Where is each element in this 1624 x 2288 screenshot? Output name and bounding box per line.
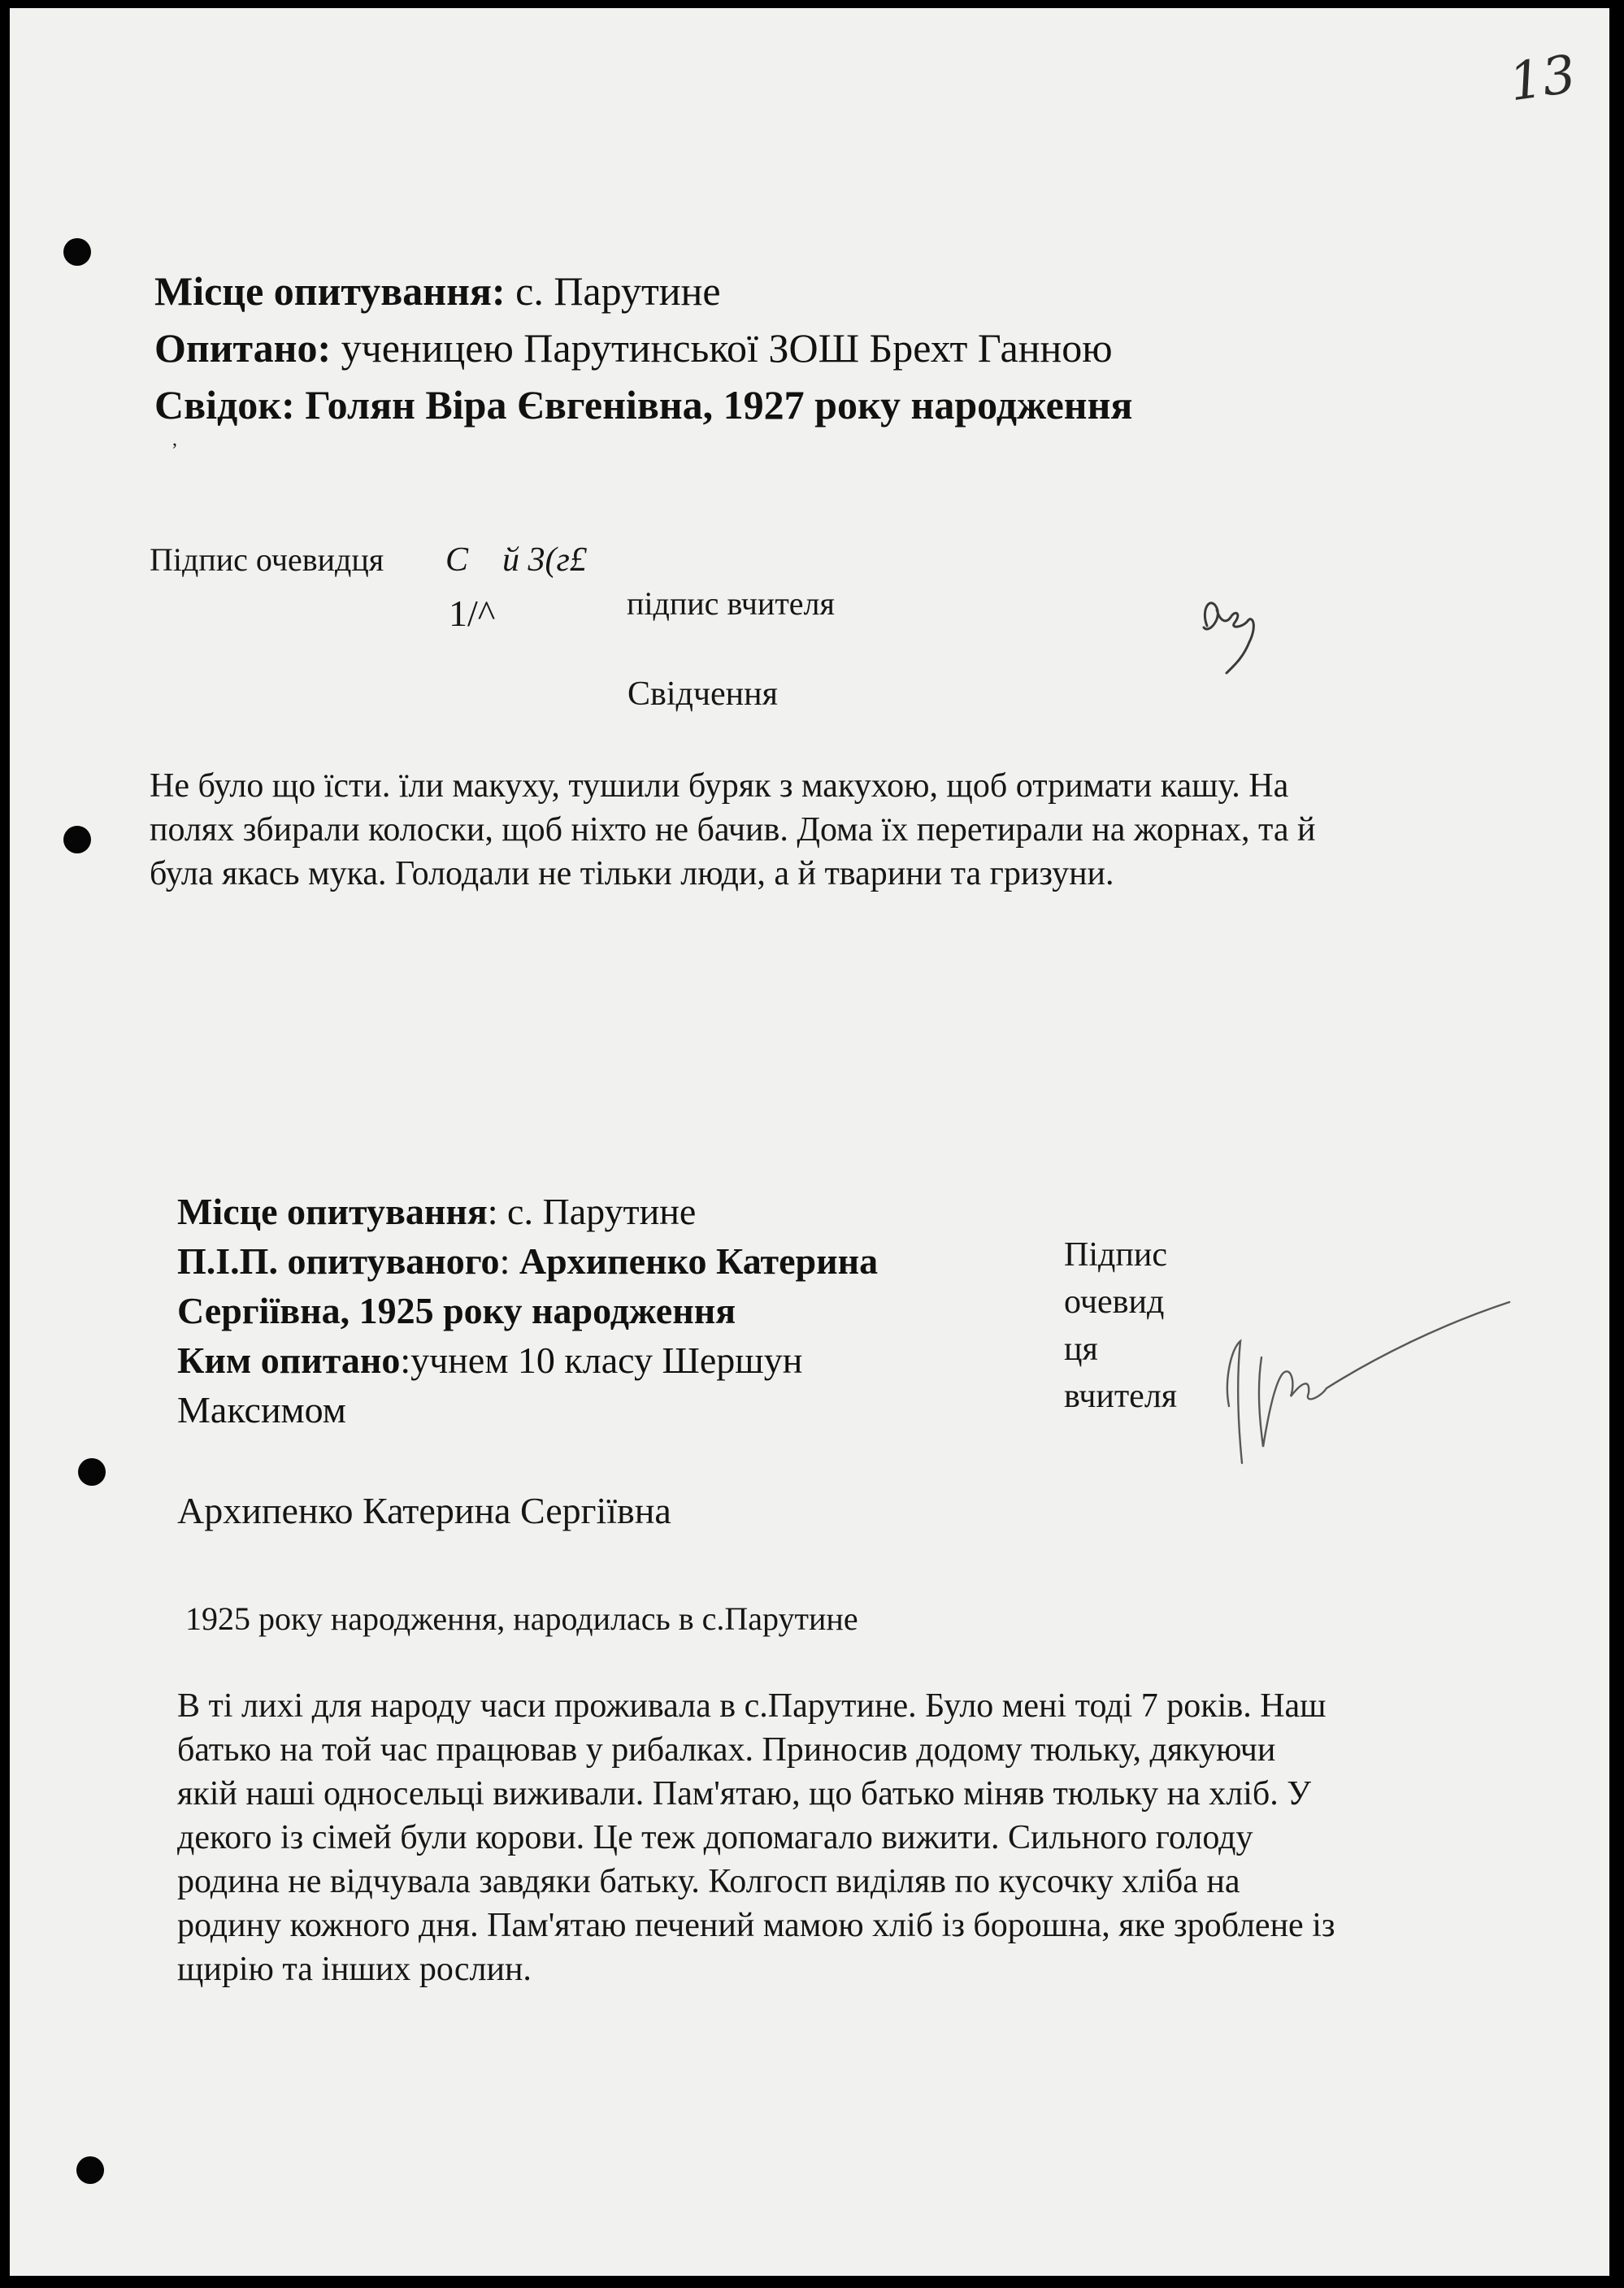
record1-place-value: с. Парутине: [505, 268, 721, 314]
record2-interviewer-value: :учнем 10 класу Шершун: [400, 1339, 803, 1381]
record2-testimony: [177, 1684, 1335, 1991]
witness-signature-ocr: С й 3(г£: [445, 541, 587, 579]
record1-testimony-line: полях збирали колоски, щоб ніхто не бачив. Дома їх перетирали на жорнах, та й: [150, 811, 1316, 849]
record1-testimony: [150, 764, 1316, 896]
record2-testimony-line: якій наші односельці виживали. Пам'ятаю, що батько міняв тюльку на хліб. У: [177, 1775, 1311, 1813]
record2-place-value: : с. Парутине: [487, 1191, 697, 1232]
stray-mark: ,: [172, 429, 177, 450]
binder-hole-2: [63, 826, 91, 853]
record2-interviewer-cont: [177, 1386, 346, 1435]
record2-place: [177, 1187, 696, 1236]
record2-name: [177, 1237, 878, 1286]
birth-info: 1925 року народження, народилась в с.Парутине: [185, 1600, 858, 1637]
record2-name-label: П.І.П. опитуваного: [177, 1240, 500, 1282]
witness-signature-label: Підпис очевидця: [150, 541, 384, 578]
document-page: [10, 8, 1609, 2276]
teacher-signature-1: [1184, 577, 1274, 683]
record2-testimony-line: батько на той час працював у рибалках. Приносив додому тюльку, дякуючи: [177, 1731, 1276, 1769]
record2-place-label: Місце опитування: [177, 1191, 488, 1232]
teacher-signature-label: підпис вчителя: [627, 585, 835, 622]
record1-witness-line: Свідок: Голян Віра Євгенівна, 1927 року народження: [154, 382, 1133, 428]
signature-label-word: очевид: [1064, 1283, 1165, 1321]
record1-testimony-line: Не було що їсти. їли макуху, тушили буряк з макухою, щоб отримати кашу. На: [150, 767, 1289, 805]
page-number: 13: [1505, 44, 1580, 114]
record2-signature-labels: [1064, 1231, 1177, 1420]
binder-hole-1: [63, 238, 91, 266]
record1-interviewed-by-value: ученицею Парутинської ЗОШ Брехт Ганною: [331, 325, 1113, 371]
record1-interviewed-by: [154, 319, 1113, 376]
record2-interviewer-value-2: Максимом: [177, 1389, 346, 1431]
ocr-fragment: 1/^: [449, 593, 496, 634]
signature-label-word: вчителя: [1064, 1378, 1178, 1415]
signature-label-word: ця: [1064, 1331, 1098, 1368]
record1-place: [154, 263, 721, 319]
binder-hole-4: [76, 2156, 104, 2184]
record2-testimony-line: В ті лихі для народу часи проживала в с.Парутине. Було мені тоді 7 років. Наш: [177, 1687, 1327, 1725]
subject-name: Архипенко Катерина Сергіївна: [177, 1490, 671, 1531]
record2-interviewer: [177, 1336, 802, 1385]
testimony-heading: Свідчення: [627, 675, 778, 713]
record2-interviewer-label: Ким опитано: [177, 1339, 401, 1381]
record1-testimony-line: була якась мука. Голодали не тільки люди, а й тварини та гризуни.: [150, 855, 1114, 892]
teacher-signature-2: [1213, 1284, 1522, 1479]
record2-testimony-line: щирію та інших рослин.: [177, 1951, 532, 1988]
record2-testimony-line: декого із сімей були корови. Це теж допомагало вижити. Сильного голоду: [177, 1819, 1253, 1856]
record1-witness: [154, 376, 1132, 433]
record2-testimony-line: родину кожного дня. Пам'ятаю печений мамою хліб із борошна, яке зроблене із: [177, 1907, 1335, 1944]
record2-name-value-2: Сергіївна, 1925 року народження: [177, 1290, 736, 1331]
signature-label-word: Підпис: [1064, 1236, 1167, 1274]
record2-name-sep: :: [499, 1240, 519, 1282]
record1-interviewed-by-label: Опитано:: [154, 325, 332, 371]
record2-testimony-line: родина не відчувала завдяки батьку. Колгосп виділяв по кусочку хліба на: [177, 1863, 1240, 1900]
record1-place-label: Місце опитування:: [154, 268, 506, 314]
record2-name-value-1: Архипенко Катерина: [519, 1240, 879, 1282]
record2-name-cont: [177, 1287, 736, 1335]
binder-hole-3: [78, 1458, 106, 1486]
